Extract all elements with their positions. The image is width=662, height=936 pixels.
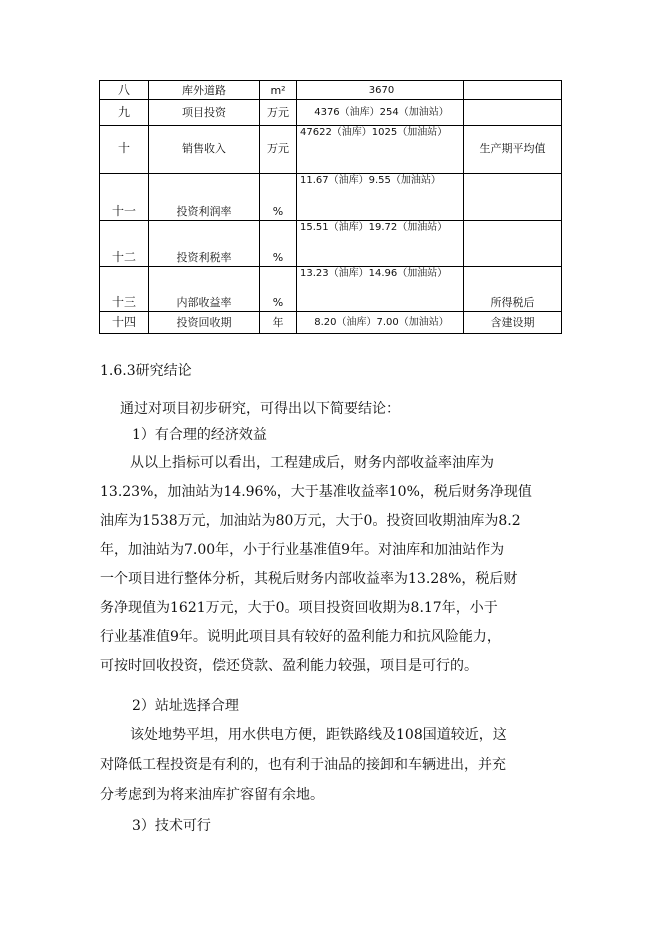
row-unit: 万元: [260, 100, 297, 126]
item1-line: 油库为1538万元，加油站为80万元，大于0。投资回收期油库为8.2: [100, 513, 521, 529]
row-note: [464, 174, 562, 221]
row-value: 13.23（油库）14.96（加油站）: [297, 267, 464, 312]
row-index: 九: [100, 100, 149, 126]
row-name: 投资利润率: [149, 174, 260, 221]
item1-line: 行业基准值9年。说明此项目具有较好的盈利能力和抗风险能力，: [100, 629, 501, 645]
row-unit: m²: [260, 81, 297, 100]
row-name: 销售收入: [149, 126, 260, 174]
row-name: 投资利税率: [149, 221, 260, 267]
row-index: 十三: [100, 267, 149, 312]
item2-line: 对降低工程投资是有利的，也有利于油品的接卸和车辆进出，并充: [100, 757, 506, 773]
table-row: [100, 221, 562, 267]
row-note: 所得税后: [464, 267, 562, 312]
row-index: 十一: [100, 174, 149, 221]
table-row: [100, 126, 562, 174]
row-name: 库外道路: [149, 81, 260, 100]
row-name: 内部收益率: [149, 267, 260, 312]
row-index: 八: [100, 81, 149, 100]
item2-line: 该处地势平坦，用水供电方便，距铁路线及108国道较近，这: [130, 727, 507, 743]
row-name: 项目投资: [149, 100, 260, 126]
row-note: 含建设期: [464, 312, 562, 334]
row-index: 十: [100, 126, 149, 174]
row-unit: %: [260, 174, 297, 221]
row-value: 47622（油库）1025（加油站）: [297, 126, 464, 174]
item2-title: 2）站址选择合理: [132, 698, 239, 714]
item1-line: 13.23%，加油站为14.96%，大于基准收益率10%，税后财务净现值: [100, 484, 532, 500]
row-note: [464, 100, 562, 126]
row-value: 3670: [297, 81, 464, 100]
row-note: [464, 81, 562, 100]
item1-line: 年，加油站为7.00年，小于行业基准值9年。对油库和加油站作为: [100, 542, 505, 558]
table-row: [100, 81, 562, 100]
row-note: 生产期平均值: [464, 126, 562, 174]
row-value: 15.51（油库）19.72（加油站）: [297, 221, 464, 267]
item2-line: 分考虑到为将来油库扩容留有余地。: [100, 787, 324, 803]
row-unit: %: [260, 221, 297, 267]
indicator-table: [99, 80, 562, 334]
item1-line: 可按时回收投资，偿还贷款、盈利能力较强，项目是可行的。: [100, 658, 478, 674]
row-unit: %: [260, 267, 297, 312]
row-index: 十四: [100, 312, 149, 334]
item1-title: 1）有合理的经济效益: [132, 427, 267, 443]
section-heading: 1.6.3研究结论: [100, 363, 192, 379]
item1-line: 从以上指标可以看出，工程建成后，财务内部收益率油库为: [130, 455, 494, 471]
row-value: 4376（油库）254（加油站）: [297, 100, 464, 126]
item3-title: 3）技术可行: [132, 818, 211, 834]
table-row: [100, 100, 562, 126]
intro-paragraph: 通过对项目初步研究，可得出以下简要结论：: [120, 401, 400, 417]
item1-line: 一个项目进行整体分析，其税后财务内部收益率为13.28%，税后财: [100, 571, 518, 587]
row-unit: 万元: [260, 126, 297, 174]
row-value: 8.20（油库）7.00（加油站）: [297, 312, 464, 334]
row-index: 十二: [100, 221, 149, 267]
row-value: 11.67（油库）9.55（加油站）: [297, 174, 464, 221]
table-row: [100, 312, 562, 334]
table-row: [100, 174, 562, 221]
row-name: 投资回收期: [149, 312, 260, 334]
table-row: [100, 267, 562, 312]
row-unit: 年: [260, 312, 297, 334]
item1-line: 务净现值为1621万元，大于0。项目投资回收期为8.17年，小于: [100, 600, 498, 616]
row-note: [464, 221, 562, 267]
